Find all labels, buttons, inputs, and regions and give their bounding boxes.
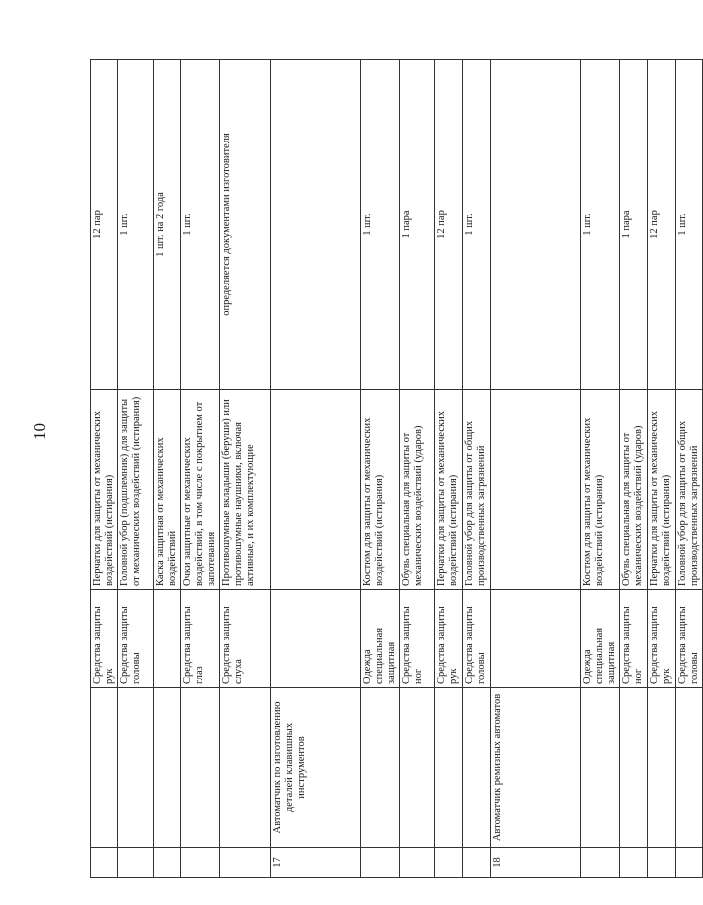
profession-cell (181, 688, 220, 848)
ppe-quantity-cell: 12 пар (435, 60, 463, 390)
row-number-cell: 17 (271, 848, 361, 878)
ppe-quantity-cell (271, 60, 361, 390)
row-number-cell: 18 (491, 848, 581, 878)
ppe-item-cell: Костюм для защиты от механических воздействий (истирания) (361, 390, 400, 590)
profession-cell: Автоматчик ремизных автоматов (491, 688, 581, 848)
rotated-table-container (90, 60, 700, 878)
profession-cell (676, 688, 703, 848)
ppe-item-row (648, 60, 676, 878)
ppe-category-cell: Средства защиты головы (118, 590, 154, 688)
ppe-category-cell (491, 590, 581, 688)
row-number-cell (620, 848, 648, 878)
ppe-quantity-cell: 1 пара (400, 60, 435, 390)
ppe-item-cell: Головной убор для защиты от общих производственных загрязнений (463, 390, 491, 590)
ppe-quantity-cell: 1 пара (620, 60, 648, 390)
ppe-item-cell: Перчатки для защиты от механических воздействий (истирания) (435, 390, 463, 590)
ppe-quantity-cell: 12 пар (91, 60, 118, 390)
ppe-item-cell: Перчатки для защиты от механических воздействий (истирания) (648, 390, 676, 590)
ppe-item-cell: Головной убор (подшлемник) для защиты от механических воздействий (истирания) (118, 390, 154, 590)
ppe-category-cell: Средства защиты рук (91, 590, 118, 688)
ppe-category-cell: Средства защиты глаз (181, 590, 220, 688)
profession-cell (648, 688, 676, 848)
ppe-quantity-cell: 12 пар (648, 60, 676, 390)
ppe-item-row (400, 60, 435, 878)
ppe-item-cell: Обувь специальная для защиты от механических воздействий (ударов) (400, 390, 435, 590)
ppe-norms-table (90, 59, 703, 878)
ppe-item-row (118, 60, 154, 878)
profession-cell (620, 688, 648, 848)
row-number-cell (676, 848, 703, 878)
page-number: 10 (30, 423, 49, 440)
ppe-quantity-cell: 1 шт. (463, 60, 491, 390)
ppe-item-cell: Костюм для защиты от механических воздействий (истирания) (581, 390, 620, 590)
ppe-item-cell: Очки защитные от механических воздействий, в том числе с покрытием от запотевания (181, 390, 220, 590)
ppe-quantity-cell (491, 60, 581, 390)
ppe-item-row (620, 60, 648, 878)
ppe-item-cell: Обувь специальная для защиты от механических воздействий (ударов) (620, 390, 648, 590)
row-number-cell (118, 848, 154, 878)
ppe-item-row (676, 60, 703, 878)
ppe-item-row (581, 60, 620, 878)
ppe-quantity-cell: 1 шт. на 2 года (154, 60, 181, 390)
row-number-cell (648, 848, 676, 878)
row-number-cell (154, 848, 181, 878)
profession-row (271, 60, 361, 878)
row-number-cell (463, 848, 491, 878)
ppe-item-row (220, 60, 271, 878)
row-number-cell (400, 848, 435, 878)
row-number-cell (220, 848, 271, 878)
ppe-quantity-cell: 1 шт. (361, 60, 400, 390)
ppe-item-cell: Противошумные вкладыши (беруши) или противошумные наушники, включая активные, и их комплектующие (220, 390, 271, 590)
profession-cell (118, 688, 154, 848)
ppe-quantity-cell: 1 шт. (181, 60, 220, 390)
ppe-category-cell (154, 590, 181, 688)
profession-cell (91, 688, 118, 848)
ppe-category-cell: Одежда специальная защитная (361, 590, 400, 688)
ppe-category-cell (271, 590, 361, 688)
profession-cell (220, 688, 271, 848)
ppe-category-cell: Средства защиты ног (620, 590, 648, 688)
profession-cell (581, 688, 620, 848)
profession-cell (463, 688, 491, 848)
row-number-cell (91, 848, 118, 878)
profession-row (491, 60, 581, 878)
profession-cell (400, 688, 435, 848)
profession-cell (435, 688, 463, 848)
ppe-category-cell: Средства защиты слуха (220, 590, 271, 688)
row-number-cell (581, 848, 620, 878)
ppe-item-row (463, 60, 491, 878)
row-number-cell (181, 848, 220, 878)
ppe-category-cell: Средства защиты ног (400, 590, 435, 688)
ppe-quantity-cell: определяется документами изготовителя (220, 60, 271, 390)
ppe-category-cell: Средства защиты головы (676, 590, 703, 688)
ppe-category-cell: Средства защиты рук (435, 590, 463, 688)
row-number-cell (435, 848, 463, 878)
ppe-quantity-cell: 1 шт. (676, 60, 703, 390)
profession-cell (154, 688, 181, 848)
ppe-item-cell: Перчатки для защиты от механических воздействий (истирания) (91, 390, 118, 590)
ppe-item-row (154, 60, 181, 878)
profession-cell (361, 688, 400, 848)
ppe-category-cell: Средства защиты головы (463, 590, 491, 688)
ppe-item-cell: Каска защитная от механических воздействий (154, 390, 181, 590)
ppe-quantity-cell: 1 шт. (118, 60, 154, 390)
ppe-item-cell: Головной убор для защиты от общих производственных загрязнений (676, 390, 703, 590)
ppe-category-cell: Одежда специальная защитная (581, 590, 620, 688)
row-number-cell (361, 848, 400, 878)
ppe-quantity-cell: 1 шт. (581, 60, 620, 390)
ppe-item-cell (271, 390, 361, 590)
ppe-item-row (435, 60, 463, 878)
ppe-item-row (91, 60, 118, 878)
profession-cell: Автоматчик по изготовлению деталей клавишных инструментов (271, 688, 361, 848)
ppe-item-row (181, 60, 220, 878)
ppe-category-cell: Средства защиты рук (648, 590, 676, 688)
ppe-item-row (361, 60, 400, 878)
ppe-item-cell (491, 390, 581, 590)
